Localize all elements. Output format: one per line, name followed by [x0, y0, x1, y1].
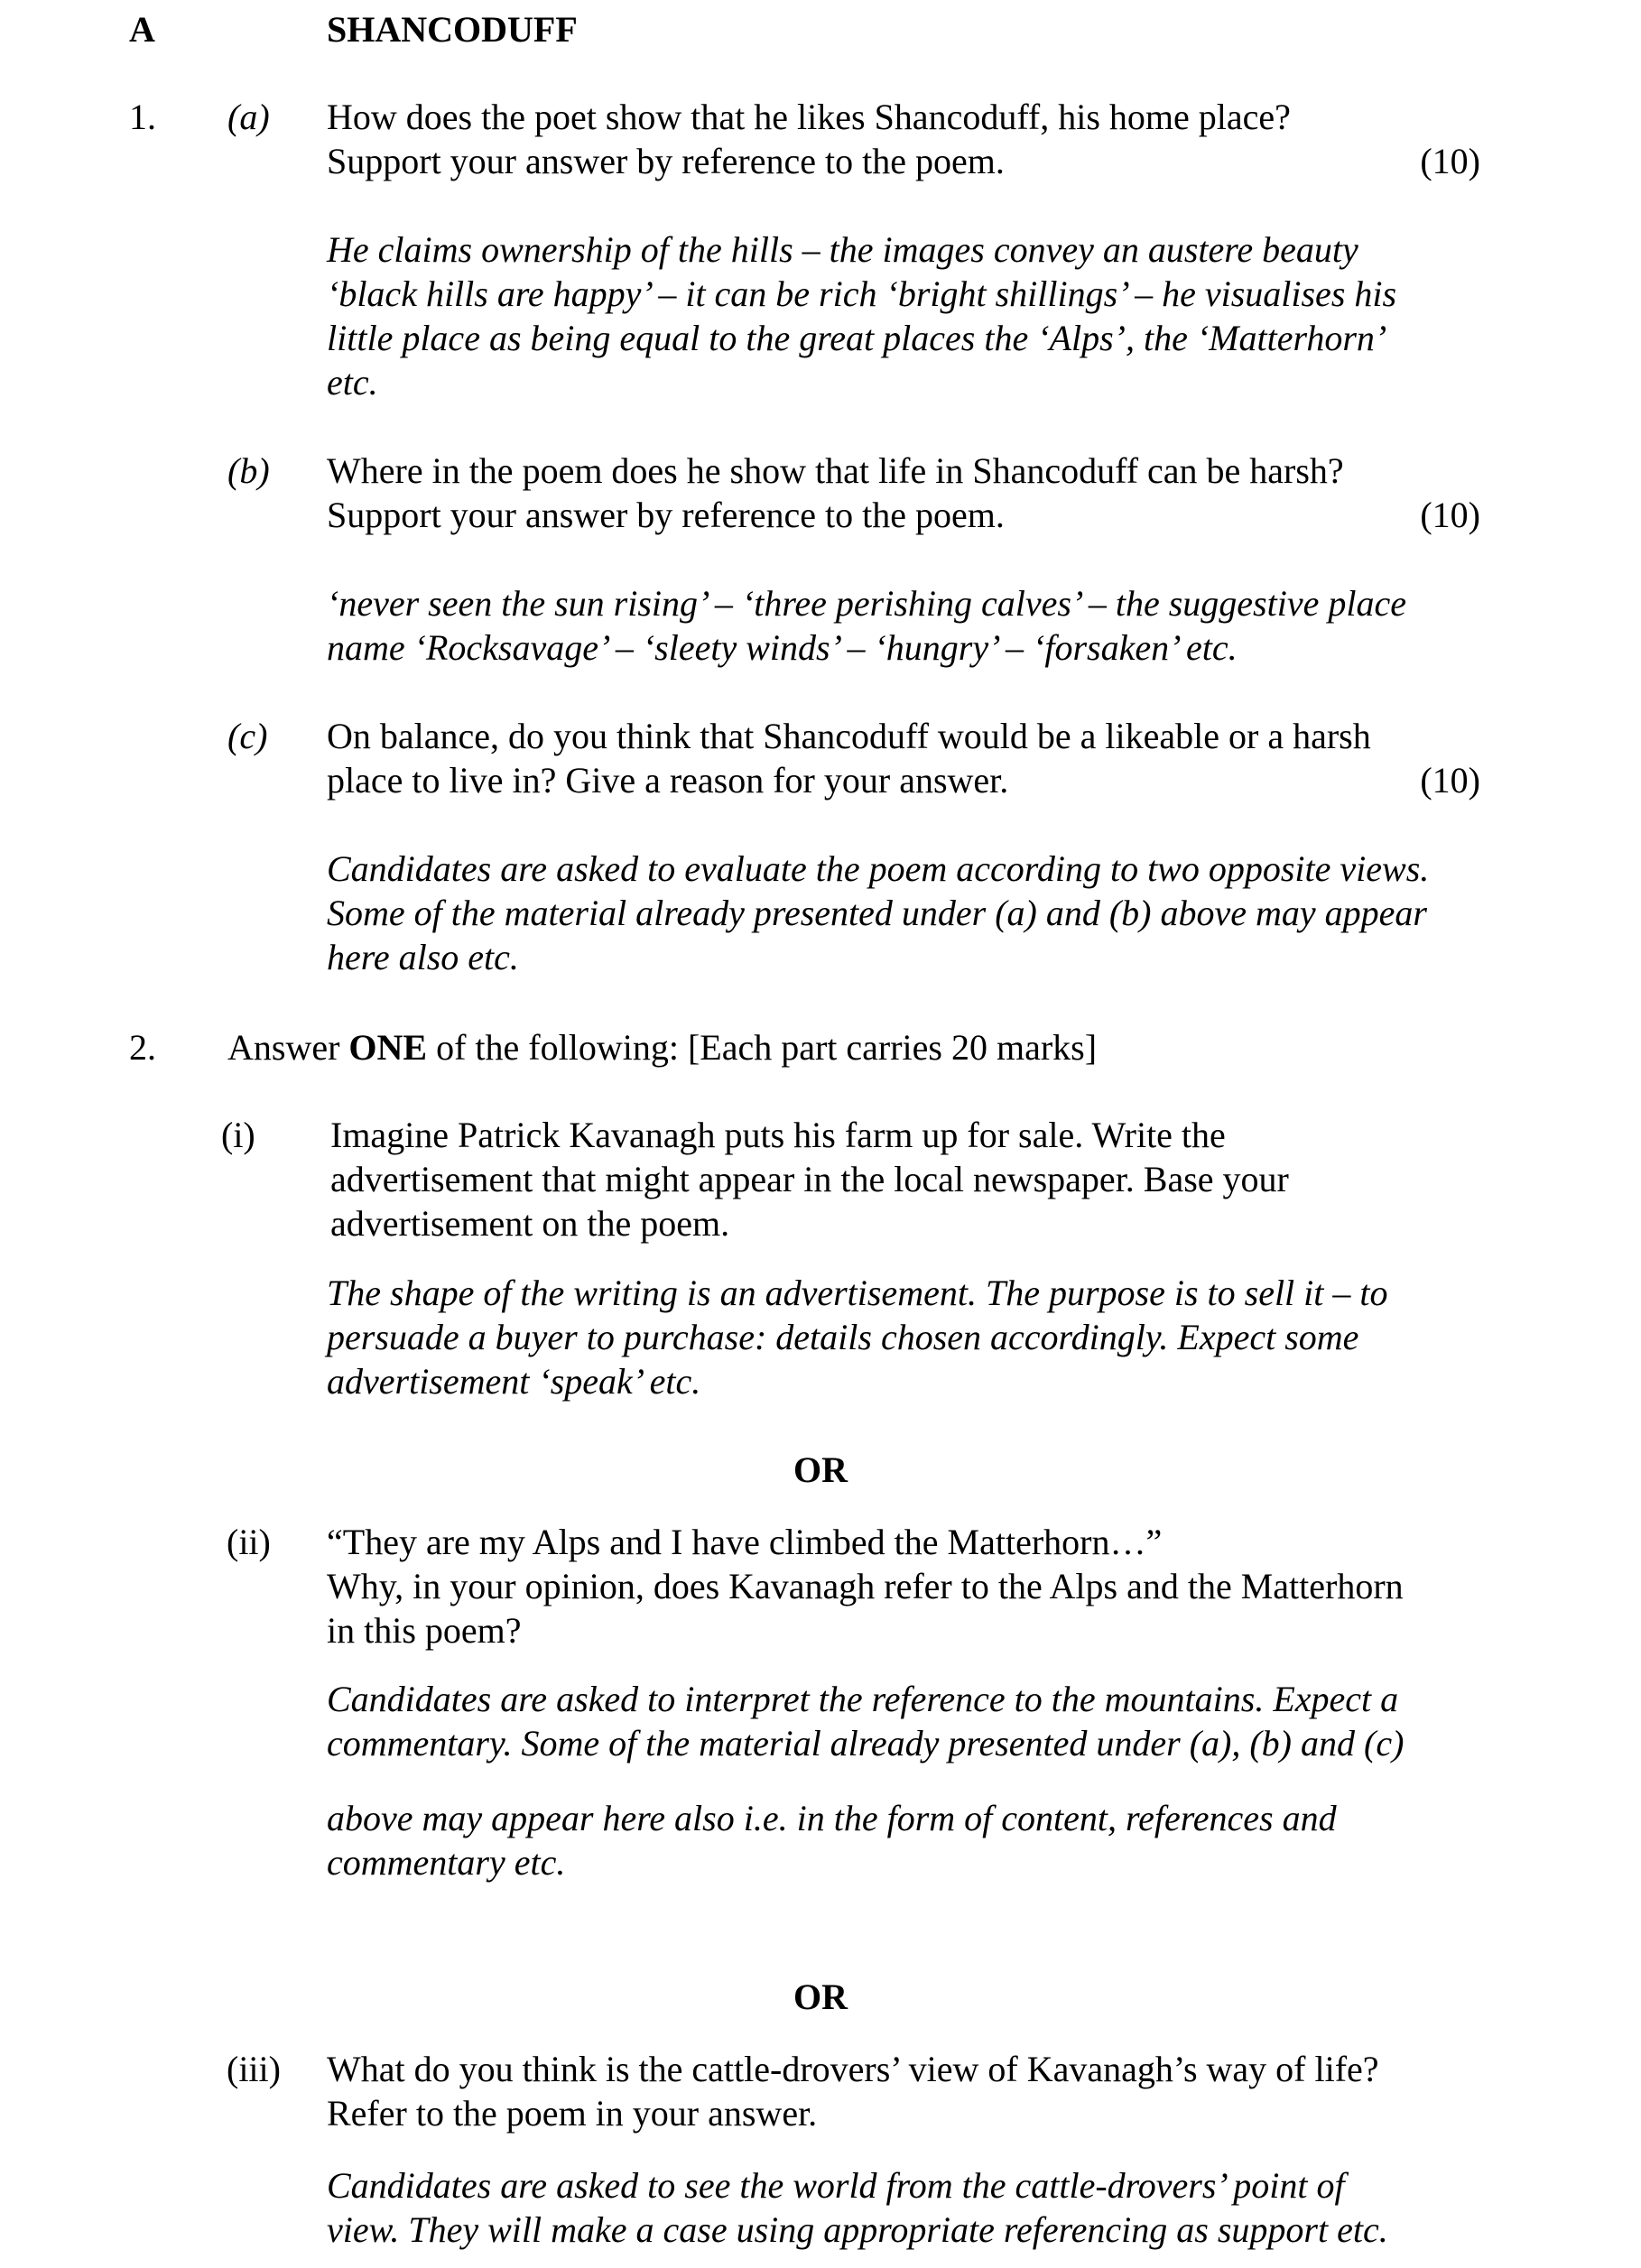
q2-instruction	[227, 1025, 1097, 1069]
marking-scheme-answer	[327, 1677, 1404, 1765]
question-line: advertisement that might appear in the local newspaper. Base your	[330, 1159, 1289, 1199]
question-number: 1.	[129, 97, 156, 137]
instruction-text: Answer	[227, 1027, 349, 1068]
answer-line: etc.	[327, 362, 378, 403]
part-label: (a)	[227, 97, 270, 137]
answer-line: Candidates are asked to see the world from the cattle-drovers’ point of	[327, 2165, 1345, 2206]
answer-line: here also etc.	[327, 937, 519, 977]
question-line: advertisement on the poem.	[330, 1203, 730, 1244]
part-label: (c)	[227, 716, 268, 756]
part-label: (b)	[227, 450, 270, 491]
question-line: Imagine Patrick Kavanagh puts his farm up for sale. Write the	[330, 1115, 1226, 1155]
answer-line: little place as being equal to the great places the ‘Alps’, the ‘Matterhorn’	[327, 318, 1387, 358]
answer-line: name ‘Rocksavage’ – ‘sleety winds’ – ‘hungry’ – ‘forsaken’ etc.	[327, 627, 1238, 668]
question-text	[327, 449, 1344, 537]
question-line: “They are my Alps and I have climbed the Matterhorn…”	[327, 1522, 1163, 1562]
question-text	[327, 714, 1371, 802]
answer-line: persuade a buyer to purchase: details chosen accordingly. Expect some	[327, 1317, 1359, 1357]
answer-line: above may appear here also i.e. in the form of content, references and	[327, 1798, 1337, 1838]
option-label: (iii)	[227, 2049, 281, 2089]
answer-line: He claims ownership of the hills – the images convey an austere beauty	[327, 229, 1358, 270]
question-line: Where in the poem does he show that life in Shancoduff can be harsh?	[327, 450, 1344, 491]
marking-scheme-answer	[327, 581, 1406, 670]
marking-scheme-answer-continued	[327, 1796, 1337, 1884]
or-divider: OR	[793, 1449, 848, 1490]
question-text	[330, 1113, 1289, 1245]
instruction-text: of the following: [Each part carries 20 marks]	[427, 1027, 1098, 1068]
section-letter: A	[129, 9, 155, 50]
question-text	[327, 95, 1291, 183]
marks: (10)	[1420, 760, 1480, 801]
answer-line: advertisement ‘speak’ etc.	[327, 1361, 701, 1402]
marks: (10)	[1420, 495, 1480, 535]
option-label: (ii)	[227, 1522, 271, 1562]
answer-line: ‘black hills are happy’ – it can be rich ‘bright shillings’ – he visualises his	[327, 273, 1397, 314]
question-line: Support your answer by reference to the poem.	[327, 141, 1005, 181]
instruction-emphasis: ONE	[348, 1027, 428, 1068]
question-line: Support your answer by reference to the poem.	[327, 495, 1005, 535]
answer-line: view. They will make a case using appropriate referencing as support etc.	[327, 2209, 1388, 2250]
question-line: Why, in your opinion, does Kavanagh refer to the Alps and the Matterhorn	[327, 1566, 1404, 1606]
answer-line: commentary. Some of the material already presented under (a), (b) and (c)	[327, 1723, 1405, 1763]
question-line: On balance, do you think that Shancoduff would be a likeable or a harsh	[327, 716, 1371, 756]
section-title: SHANCODUFF	[327, 9, 578, 50]
answer-line: Candidates are asked to evaluate the poem according to two opposite views.	[327, 848, 1430, 889]
question-line: What do you think is the cattle-drovers’ view of Kavanagh’s way of life?	[327, 2049, 1379, 2089]
question-line: place to live in? Give a reason for your answer.	[327, 760, 1009, 801]
answer-line: commentary etc.	[327, 1842, 566, 1883]
marking-scheme-answer	[327, 2163, 1388, 2252]
marking-scheme-answer	[327, 1271, 1388, 1403]
answer-line: Candidates are asked to interpret the reference to the mountains. Expect a	[327, 1679, 1399, 1719]
answer-line: Some of the material already presented under (a) and (b) above may appear	[327, 893, 1427, 933]
option-label: (i)	[221, 1115, 255, 1155]
marking-scheme-answer	[327, 227, 1396, 404]
question-line: How does the poet show that he likes Shancoduff, his home place?	[327, 97, 1291, 137]
answer-line: The shape of the writing is an advertisement. The purpose is to sell it – to	[327, 1273, 1388, 1313]
or-divider: OR	[793, 1976, 848, 2017]
marks: (10)	[1420, 141, 1480, 181]
question-text	[327, 1520, 1404, 1652]
marking-scheme-answer	[327, 847, 1429, 979]
question-text	[327, 2047, 1379, 2135]
question-line: Refer to the poem in your answer.	[327, 2093, 818, 2134]
question-line: in this poem?	[327, 1610, 522, 1651]
answer-line: ‘never seen the sun rising’ – ‘three perishing calves’ – the suggestive place	[327, 583, 1406, 624]
question-number: 2.	[129, 1027, 156, 1068]
